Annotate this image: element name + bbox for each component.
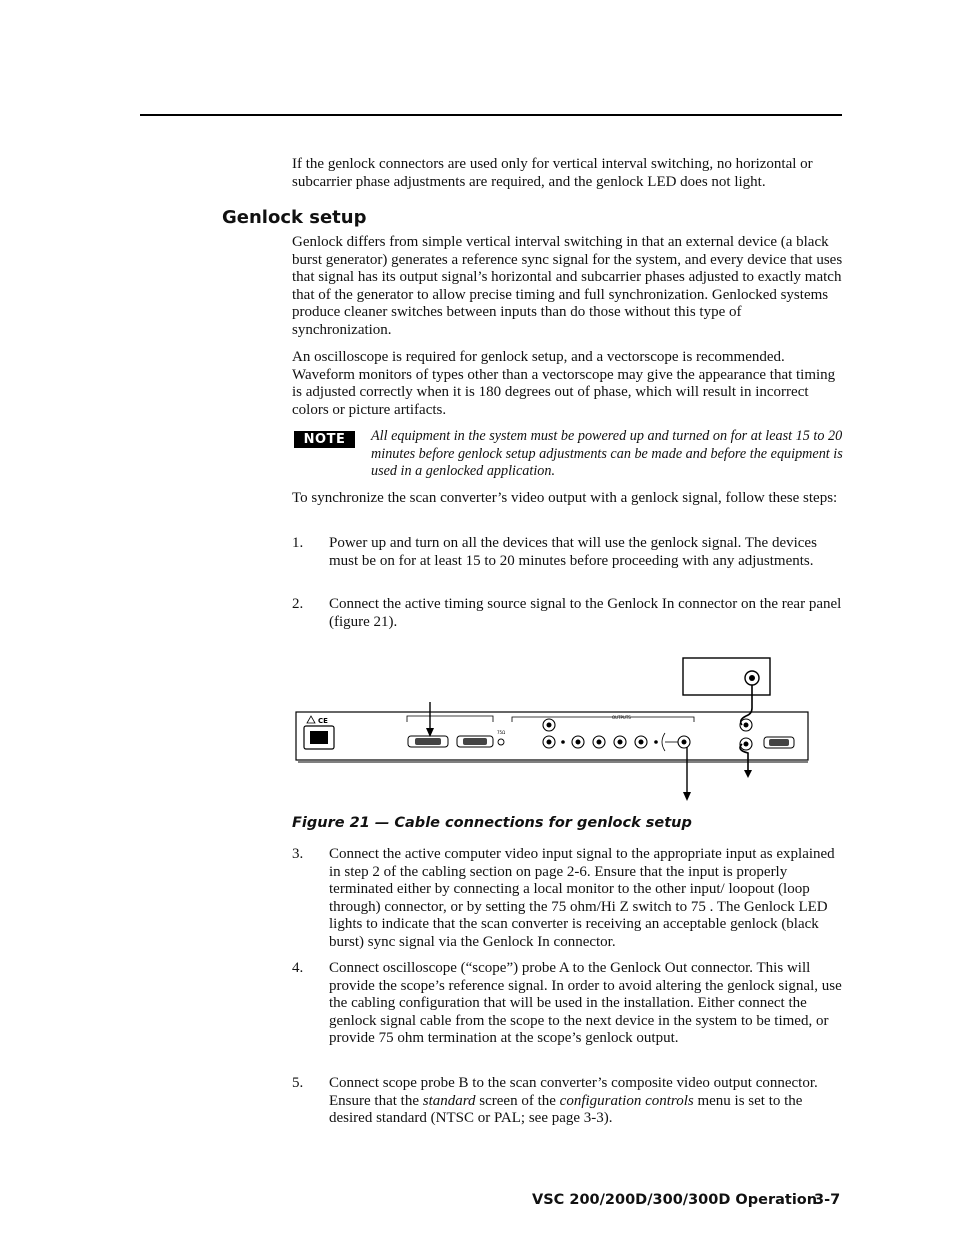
step-number: 3. <box>292 846 304 862</box>
step-number: 1. <box>292 535 304 551</box>
composite-output-pin <box>682 740 687 745</box>
step-text: Connect the active timing source signal to the Genlock In connector on the rear panel (figure 21). <box>329 596 842 630</box>
genlock-in-pin <box>744 723 749 728</box>
ce-mark-icon: CE <box>318 717 328 725</box>
bnc-connector-pin <box>639 740 644 745</box>
step-number: 4. <box>292 960 304 976</box>
step-number: 2. <box>292 596 304 612</box>
paragraph-oscilloscope: An oscilloscope is required for genlock setup, and a vectorscope is recommended. Waveform monitors of types other than a vectorscope may give the appearance that timing is adjusted correctly when it is 180 degrees out of phase, which will result in incorrect colors or picture artifacts. <box>292 349 836 418</box>
bnc-connector-pin <box>597 740 602 745</box>
step-number: 5. <box>292 1075 304 1091</box>
termination-label: 75Ω <box>497 730 506 735</box>
outputs-label: OUTPUTS <box>612 715 631 720</box>
led-icon <box>561 740 565 744</box>
figure-caption: Figure 21 — Cable connections for genlock setup <box>292 815 692 831</box>
note-badge: NOTE <box>294 431 355 448</box>
configuration-controls-term: configuration controls <box>559 1092 694 1109</box>
bnc-connector-pin <box>618 740 623 745</box>
bnc-connector-pin <box>547 723 552 728</box>
step-text: Power up and turn on all the devices that will use the genlock signal. The devices must be on for at least 15 to 20 minutes before proceeding with any adjustments. <box>329 535 817 569</box>
led-icon <box>654 740 658 744</box>
svideo-connector-pin <box>547 740 552 745</box>
page-number: 3-7 <box>814 1192 841 1208</box>
genlock-out-pin <box>744 742 749 747</box>
power-inlet-socket <box>310 731 328 744</box>
step-text-part: screen of the <box>475 1092 560 1109</box>
paragraph-synchronize: To synchronize the scan converter’s video output with a genlock signal, follow these steps: <box>292 490 838 506</box>
step-text-part: menu is set to the desired standard (NTSC or PAL; see page 3-3). <box>329 1092 803 1127</box>
footer-title: VSC 200/200D/300/300D Operation <box>532 1192 818 1208</box>
header-rule <box>140 114 842 116</box>
rear-panel-diagram <box>290 650 820 810</box>
intro-paragraph: If the genlock connectors are used only for vertical interval switching, no horizontal or subcarrier phase adjustments are required, and the genlock LED does not light. <box>292 156 813 190</box>
input-connector-pins <box>415 738 441 745</box>
termination-switch-icon <box>498 739 504 745</box>
standard-term: standard <box>422 1092 476 1109</box>
step-text-part: Connect scope probe B to the scan converter’s composite video output connector. Ensure that the <box>329 1075 818 1109</box>
step-text <box>329 1075 845 1128</box>
arrow-down-icon <box>744 770 752 778</box>
section-heading: Genlock setup <box>222 207 367 228</box>
bnc-connector-pin <box>576 740 581 745</box>
paragraph-genlock-description: Genlock differs from simple vertical interval switching in that an external device (a black burst generator) generates a reference sync signal for the system, and every device that uses that signal has its output signal’s horizontal and subcarrier phases adjusted to exactly match that of the generator to allow precise timing and full synchronization. Genlocked systems produce cleaner switches between inputs than do those without this type of synchronization. <box>292 234 843 338</box>
step-text: Connect the active computer video input signal to the appropriate input as explained in step 2 of the cabling section on page 2-6. Ensure that the input is properly terminated either by connecting a local monitor to the other input/ loopout (loop through) connector, or by setting the 75 ohm/Hi Z switch to 75 . The Genlock LED lights to indicate that the scan converter is receiving an acceptable genlock (black burst) sync signal via the Genlock In connector. <box>329 846 835 950</box>
note-text: All equipment in the system must be powered up and turned on for at least 15 to 20 minutes before genlock setup adjustments can be made and before the equipment is used in a genlocked application. <box>371 428 843 480</box>
rs232-connector-pins <box>769 739 789 746</box>
step-text: Connect oscilloscope (“scope”) probe A to the Genlock Out connector. This will provide the scope’s reference signal. In order to avoid altering the genlock signal, use the cabling configuration that will be used in the installation. Either connect the genlock signal cable from the scope to the next device in the system to be timed, or provide 75 ohm termination at the scope’s genlock output. <box>329 960 842 1047</box>
arrow-down-icon <box>683 792 691 801</box>
loopout-connector-pins <box>463 738 487 745</box>
timing-source-pin <box>749 675 755 681</box>
